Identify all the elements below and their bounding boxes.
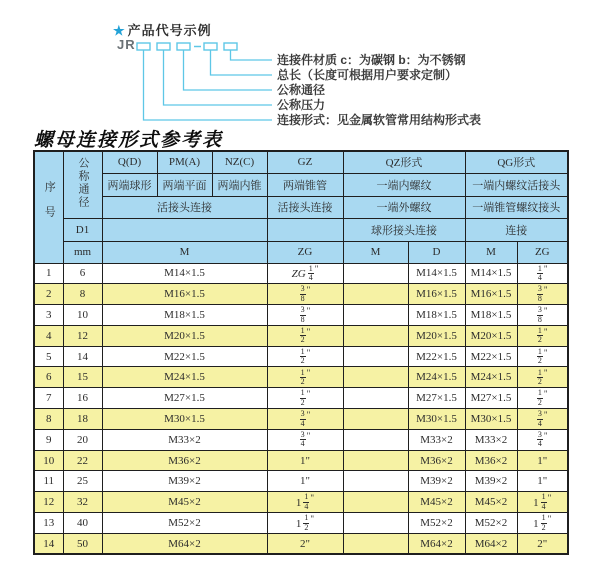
header-d: D — [408, 241, 465, 263]
cell-m: M14×1.5 — [102, 263, 267, 284]
connector-line — [211, 50, 273, 75]
cell-qz-m — [343, 263, 408, 284]
header-col-q: Q(D) — [102, 151, 157, 173]
cell-m: M64×2 — [102, 533, 267, 554]
cell-dn: 20 — [63, 429, 102, 450]
cell-m: M45×2 — [102, 492, 267, 513]
cell-zg: $\frac{1}{2}$ " — [267, 325, 343, 346]
cell-m: M16×1.5 — [102, 284, 267, 305]
header-col-qg: QG形式 — [465, 151, 568, 173]
cell-no: 2 — [34, 284, 63, 305]
cell-qg-zg: 1" — [517, 471, 568, 492]
cell-dn: 32 — [63, 492, 102, 513]
header-qz-desc2: 一端外螺纹 — [343, 196, 465, 218]
cell-no: 1 — [34, 263, 63, 284]
cell-qz-d: M22×1.5 — [408, 346, 465, 367]
cell-zg: $\frac{3}{4}$ " — [267, 429, 343, 450]
table-row — [34, 388, 568, 409]
cell-dn: 50 — [63, 533, 102, 554]
cell-qg-zg: $\frac{3}{8}$ " — [517, 284, 568, 305]
cell-dn: 10 — [63, 305, 102, 326]
header-col-qz: QZ形式 — [343, 151, 465, 173]
cell-qg-m: M16×1.5 — [465, 284, 517, 305]
cell-no: 5 — [34, 346, 63, 367]
table-row — [34, 346, 568, 367]
header-row-4 — [34, 218, 568, 241]
cell-qz-m — [343, 533, 408, 554]
header-zg2: ZG — [517, 241, 568, 263]
header-col-nz: NZ(C) — [212, 151, 267, 173]
cell-m: M30×1.5 — [102, 409, 267, 430]
cell-no: 6 — [34, 367, 63, 388]
cell-qg-zg: $\frac{1}{4}$ " — [517, 263, 568, 284]
cell-zg: $\frac{3}{8}$ " — [267, 305, 343, 326]
table-row — [34, 513, 568, 534]
header-gz-conn: 活接头连接 — [267, 196, 343, 218]
code-field-box — [137, 43, 150, 50]
cell-qg-zg: 1" — [517, 450, 568, 471]
connector-line — [184, 50, 273, 90]
cell-qg-zg: $\frac{1}{2}$ " — [517, 367, 568, 388]
cell-qz-d: M39×2 — [408, 471, 465, 492]
cell-qz-m — [343, 367, 408, 388]
header-qg-conn: 连接 — [465, 218, 568, 241]
cell-qz-m — [343, 305, 408, 326]
cell-qz-d: M30×1.5 — [408, 409, 465, 430]
cell-m: M33×2 — [102, 429, 267, 450]
cell-m: M20×1.5 — [102, 325, 267, 346]
diagram-label-material: 连接件材质 c：为碳钢 b：为不锈钢 — [277, 53, 466, 67]
header-col-pm: PM(A) — [157, 151, 212, 173]
cell-qz-m — [343, 325, 408, 346]
cell-qz-d: M33×2 — [408, 429, 465, 450]
diagram-label-length: 总长（长度可根据用户要求定制） — [277, 68, 458, 82]
cell-dn: 6 — [63, 263, 102, 284]
header-pm-desc: 两端平面 — [157, 173, 212, 196]
star-icon: ★ — [113, 23, 126, 38]
table-row — [34, 429, 568, 450]
cell-qz-d: M52×2 — [408, 513, 465, 534]
header-blank-m — [102, 218, 267, 241]
connector-line — [231, 50, 273, 60]
cell-qg-m: M20×1.5 — [465, 325, 517, 346]
cell-zg: 1 $\frac{1}{2}$ " — [267, 513, 343, 534]
cell-no: 4 — [34, 325, 63, 346]
table-row — [34, 367, 568, 388]
header-qg-desc2: 一端锥管螺纹接头 — [465, 196, 568, 218]
connector-line — [164, 50, 273, 105]
cell-dn: 40 — [63, 513, 102, 534]
header-union-conn: 活接头连接 — [102, 196, 267, 218]
cell-no: 14 — [34, 533, 63, 554]
cell-qz-d: M20×1.5 — [408, 325, 465, 346]
cell-zg: 1" — [267, 471, 343, 492]
header-q-desc: 两端球形 — [102, 173, 157, 196]
cell-qz-d: M16×1.5 — [408, 284, 465, 305]
header-col-gz: GZ — [267, 151, 343, 173]
diagram-label-dn: 公称通径 — [277, 83, 326, 97]
cell-zg: $\frac{3}{8}$ " — [267, 284, 343, 305]
header-m2: M — [343, 241, 408, 263]
cell-qg-m: M27×1.5 — [465, 388, 517, 409]
cell-qg-m: M33×2 — [465, 429, 517, 450]
cell-zg: 1 $\frac{1}{4}$ " — [267, 492, 343, 513]
table-row — [34, 471, 568, 492]
diagram-title: 产品代号示例 — [127, 23, 212, 38]
cell-qz-d: M36×2 — [408, 450, 465, 471]
header-mm: mm — [63, 241, 102, 263]
header-m1: M — [102, 241, 267, 263]
cell-qz-m — [343, 513, 408, 534]
cell-qg-m: M52×2 — [465, 513, 517, 534]
cell-qg-m: M22×1.5 — [465, 346, 517, 367]
cell-qz-d: M24×1.5 — [408, 367, 465, 388]
table-row — [34, 492, 568, 513]
cell-no: 12 — [34, 492, 63, 513]
header-nz-desc: 两端内锥 — [212, 173, 267, 196]
cell-qz-m — [343, 450, 408, 471]
cell-zg: $\frac{1}{2}$ " — [267, 388, 343, 409]
header-zg1: ZG — [267, 241, 343, 263]
cell-qz-d: M64×2 — [408, 533, 465, 554]
cell-m: M22×1.5 — [102, 346, 267, 367]
cell-m: M39×2 — [102, 471, 267, 492]
cell-qz-m — [343, 409, 408, 430]
cell-qz-m — [343, 346, 408, 367]
cell-qz-m — [343, 429, 408, 450]
table-row — [34, 284, 568, 305]
cell-dn: 14 — [63, 346, 102, 367]
header-qz-desc1: 一端内螺纹 — [343, 173, 465, 196]
code-field-box — [204, 43, 217, 50]
table-row — [34, 305, 568, 326]
cell-qg-zg: $\frac{3}{8}$ " — [517, 305, 568, 326]
header-qg-desc1: 一端内螺纹活接头 — [465, 173, 568, 196]
cell-no: 3 — [34, 305, 63, 326]
cell-no: 7 — [34, 388, 63, 409]
cell-m: M52×2 — [102, 513, 267, 534]
product-code-prefix: JR — [117, 37, 136, 52]
cell-m: M36×2 — [102, 450, 267, 471]
cell-qg-m: M39×2 — [465, 471, 517, 492]
header-blank-zg — [267, 218, 343, 241]
cell-no: 8 — [34, 409, 63, 430]
cell-dn: 22 — [63, 450, 102, 471]
cell-qz-d: M45×2 — [408, 492, 465, 513]
cell-qg-zg: 1 $\frac{1}{4}$ " — [517, 492, 568, 513]
nut-connection-table — [33, 150, 569, 555]
cell-qz-d: M18×1.5 — [408, 305, 465, 326]
header-row-3 — [34, 196, 568, 218]
header-row-2 — [34, 173, 568, 196]
cell-zg: 2" — [267, 533, 343, 554]
cell-dn: 8 — [63, 284, 102, 305]
cell-qg-zg: $\frac{1}{2}$ " — [517, 388, 568, 409]
cell-qg-zg: $\frac{1}{2}$ " — [517, 325, 568, 346]
header-row-1 — [34, 151, 568, 173]
cell-zg: ZG $\frac{1}{4}$ " — [267, 263, 343, 284]
cell-qg-zg: 1 $\frac{1}{2}$ " — [517, 513, 568, 534]
header-seq — [34, 151, 63, 263]
cell-zg: $\frac{1}{2}$ " — [267, 367, 343, 388]
cell-qg-m: M45×2 — [465, 492, 517, 513]
cell-zg: $\frac{3}{4}$ " — [267, 409, 343, 430]
cell-dn: 16 — [63, 388, 102, 409]
cell-dn: 15 — [63, 367, 102, 388]
cell-qg-zg: 2" — [517, 533, 568, 554]
cell-dn: 25 — [63, 471, 102, 492]
cell-no: 9 — [34, 429, 63, 450]
table-row — [34, 325, 568, 346]
cell-no: 10 — [34, 450, 63, 471]
cell-m: M18×1.5 — [102, 305, 267, 326]
code-field-box — [224, 43, 237, 50]
cell-qg-m: M64×2 — [465, 533, 517, 554]
cell-dn: 18 — [63, 409, 102, 430]
code-field-box — [157, 43, 170, 50]
header-row-5 — [34, 241, 568, 263]
cell-qz-m — [343, 388, 408, 409]
cell-qg-m: M14×1.5 — [465, 263, 517, 284]
cell-qz-d: M14×1.5 — [408, 263, 465, 284]
header-qz-conn: 球形接头连接 — [343, 218, 465, 241]
table-row — [34, 409, 568, 430]
cell-m: M24×1.5 — [102, 367, 267, 388]
cell-zg: $\frac{1}{2}$ " — [267, 346, 343, 367]
header-gz-desc: 两端锥管 — [267, 173, 343, 196]
cell-qg-m: M18×1.5 — [465, 305, 517, 326]
table-title: 螺母连接形式参考表 — [34, 129, 224, 151]
cell-zg: 1" — [267, 450, 343, 471]
code-field-box — [177, 43, 190, 50]
cell-qg-m: M36×2 — [465, 450, 517, 471]
cell-qz-d: M27×1.5 — [408, 388, 465, 409]
cell-m: M27×1.5 — [102, 388, 267, 409]
header-dn-label: 公称通径 — [77, 157, 89, 210]
cell-dn: 12 — [63, 325, 102, 346]
header-dn — [63, 151, 102, 218]
cell-qz-m — [343, 471, 408, 492]
cell-qg-zg: $\frac{3}{4}$ " — [517, 429, 568, 450]
header-seq-label: 序号 — [43, 180, 56, 231]
table-row — [34, 263, 568, 284]
cell-qz-m — [343, 284, 408, 305]
cell-qg-zg: $\frac{1}{2}$ " — [517, 346, 568, 367]
table-row — [34, 450, 568, 471]
cell-qg-zg: $\frac{3}{4}$ " — [517, 409, 568, 430]
table-row — [34, 533, 568, 554]
cell-qg-m: M30×1.5 — [465, 409, 517, 430]
cell-no: 11 — [34, 471, 63, 492]
header-d1: D1 — [63, 218, 102, 241]
cell-qz-m — [343, 492, 408, 513]
cell-qg-m: M24×1.5 — [465, 367, 517, 388]
diagram-label-connection: 连接形式：见金属软管常用结构形式表 — [277, 113, 482, 127]
cell-no: 13 — [34, 513, 63, 534]
diagram-label-pressure: 公称压力 — [277, 98, 326, 112]
header-m3: M — [465, 241, 517, 263]
